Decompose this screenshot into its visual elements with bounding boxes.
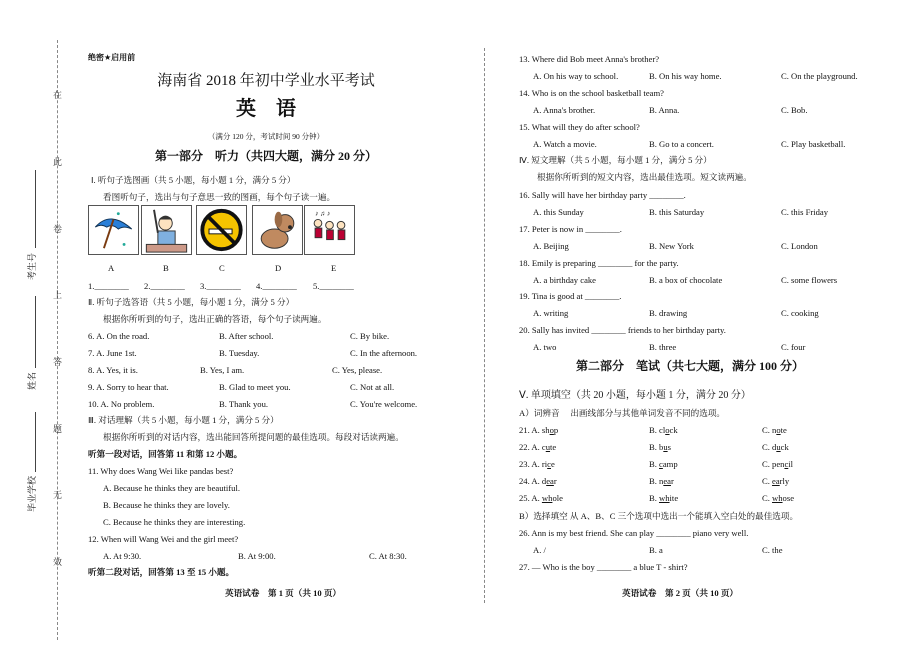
underlined-letters: u	[776, 442, 781, 452]
q14-c: C. Bob.	[781, 105, 808, 115]
q16-a: A. this Sunday	[533, 207, 584, 217]
option-prefix: 22. A.	[519, 442, 542, 452]
q10-a: 10. A. No problem.	[88, 399, 155, 409]
word-part: r	[553, 476, 557, 486]
q23-a	[519, 459, 555, 470]
section-4-title: Ⅳ. 短文理解（共 5 小题，每小题 1 分，满分 5 分）	[519, 155, 712, 165]
word-part: te	[550, 442, 557, 452]
q16: 16. Sally will have her birthday party ________.	[519, 190, 686, 200]
q17-c: C. London	[781, 241, 818, 251]
answer-blank[interactable]: 3.________	[200, 281, 241, 291]
section-1-instructions: 看图听句子，选出与句子意思一致的图画，每个句子读一遍。	[103, 192, 336, 202]
subject-title: 英 语	[236, 98, 296, 120]
word-part: il	[788, 459, 794, 469]
section-2-instructions: 根据你所听到的句子，选出正确的答语，每个句子读两遍。	[103, 314, 327, 324]
underlined-letters: u	[663, 442, 668, 452]
underlined-letters: o	[665, 425, 670, 435]
q12-b: B. At 9:00.	[238, 551, 276, 561]
option-prefix: 21. A.	[519, 425, 542, 435]
section-5b-instructions: B）选择填空 从 A、B、C 三个选项中选出一个能填入空白处的最佳选项。	[519, 511, 799, 521]
q7-c: C. In the afternoon.	[350, 348, 418, 358]
dialogue-2-note: 听第二段对话，回答第 13 至 15 小题。	[88, 567, 235, 577]
seal-char: 答	[53, 357, 63, 367]
q8-b: B. Yes, I am.	[200, 365, 245, 375]
word-part: ck	[780, 442, 789, 452]
q24-b	[649, 476, 674, 487]
q11-a: A. Because he thinks they are beautiful.	[103, 483, 240, 493]
seal-char: 在	[53, 90, 63, 100]
seal-char: 此	[53, 157, 63, 167]
option-prefix: B.	[649, 442, 660, 452]
word-part: r	[670, 476, 674, 486]
option-prefix: C.	[762, 425, 773, 435]
q17-a: A. Beijing	[533, 241, 569, 251]
q15-b: B. Go to a concert.	[649, 139, 714, 149]
underlined-letters: c	[784, 459, 789, 469]
option-prefix: B.	[649, 493, 660, 503]
seal-char: 卷	[53, 224, 63, 234]
q25-c	[762, 493, 794, 504]
q10-b: B. Thank you.	[219, 399, 269, 409]
q21-b	[649, 425, 678, 436]
word-part: c	[541, 442, 546, 452]
word-part: p	[553, 425, 559, 435]
q20-c: C. four	[781, 342, 806, 352]
q15-a: A. Watch a movie.	[533, 139, 597, 149]
no-smoking-icon	[197, 206, 246, 254]
underlined-letters: o	[549, 425, 554, 435]
answer-blank[interactable]: 4.________	[256, 281, 297, 291]
q17-b: B. New York	[649, 241, 694, 251]
q7-a: 7. A. June 1st.	[88, 348, 137, 358]
q24-c	[762, 476, 789, 487]
part1-heading: 第一部分 听力（共四大题，满分 20 分）	[154, 149, 378, 163]
q20-b: B. three	[649, 342, 677, 352]
q27: 27. — Who is the boy ________ a blue T - shirt?	[519, 562, 688, 572]
q26-c: C. the	[762, 545, 783, 555]
picture-e	[304, 205, 355, 255]
q14-a: A. Anna's brother.	[533, 105, 596, 115]
section-2-title: Ⅱ. 听句子选答语（共 5 小题，每小题 1 分，满分 5 分）	[88, 297, 295, 307]
seal-char: 题	[53, 424, 63, 434]
q13-c: C. On the playground.	[781, 71, 858, 81]
picture-c	[196, 205, 247, 255]
q16-b: B. this Saturday	[649, 207, 705, 217]
seal-char: 效	[53, 557, 63, 567]
word-part: ose	[782, 493, 795, 503]
dog-icon	[253, 206, 302, 254]
score-note: （满分 120 分，考试时间 90 分钟）	[207, 132, 325, 141]
seal-char: 无	[53, 490, 63, 500]
picture-label: E	[331, 263, 337, 273]
underlined-letters: c	[659, 459, 663, 469]
section-5a-instructions: A）词辨音 出画线部分与其他单词发音不同的选项。	[519, 408, 726, 418]
q11: 11. Why does Wang Wei like pandas best?	[88, 466, 234, 476]
q21-a	[519, 425, 558, 436]
underlined-letters: wh	[541, 493, 553, 503]
picture-label: C	[219, 263, 225, 273]
answer-blank[interactable]: 1.________	[88, 281, 129, 291]
section-3-instructions: 根据你所听到的对话内容，选出能回答所提问题的最佳选项。每段对话读两遍。	[103, 432, 404, 442]
word-part: d	[772, 442, 777, 452]
q22-c	[762, 442, 789, 453]
underlined-letters: ea	[663, 476, 671, 486]
q26-a: A. /	[533, 545, 546, 555]
q8-a: 8. A. Yes, it is.	[88, 365, 138, 375]
word-part: ri	[541, 459, 548, 469]
underlined-letters: wh	[659, 493, 670, 503]
q9-b: B. Glad to meet you.	[219, 382, 291, 392]
option-prefix: B.	[649, 476, 660, 486]
q10-c: C. You're welcome.	[350, 399, 418, 409]
option-prefix: C.	[762, 459, 773, 469]
word-part: sh	[541, 425, 550, 435]
q15-c: C. Play basketball.	[781, 139, 846, 149]
q19-b: B. drawing	[649, 308, 688, 318]
exam-title: 海南省 2018 年初中学业水平考试	[157, 73, 375, 89]
exam-number-label: 考生号	[27, 252, 37, 280]
q6-a: 6. A. On the road.	[88, 331, 150, 341]
q12: 12. When will Wang Wei and the girl meet?	[88, 534, 239, 544]
option-prefix: 23. A.	[519, 459, 542, 469]
picture-b	[141, 205, 192, 255]
q18: 18. Emily is preparing ________ for the party.	[519, 258, 679, 268]
exam-number-line[interactable]	[35, 170, 36, 248]
school-label: 毕业学校	[27, 475, 37, 512]
picture-d	[252, 205, 303, 255]
q15: 15. What will they do after school?	[519, 122, 640, 132]
seal-char: 上	[53, 290, 63, 300]
q13-b: B. On his way home.	[649, 71, 722, 81]
underlined-letters: ea	[546, 476, 554, 486]
word-part: b	[659, 442, 664, 452]
word-part: ck	[669, 425, 678, 435]
underlined-letters: u	[545, 442, 551, 452]
q23-b	[649, 459, 678, 470]
answer-blank[interactable]: 5.________	[313, 281, 354, 291]
q11-b: B. Because he thinks they are lovely.	[103, 500, 230, 510]
underlined-letters: wh	[772, 493, 783, 503]
q20: 20. Sally has invited ________ friends to her birthday party.	[519, 325, 726, 335]
picture-label: B	[163, 263, 169, 273]
q18-a: A. a birthday cake	[533, 275, 596, 285]
q26: 26. Ann is my best friend. She can play ________ piano very well.	[519, 528, 749, 538]
word-part: amp	[662, 459, 678, 469]
q13: 13. Where did Bob meet Anna's brother?	[519, 54, 660, 64]
q16-c: C. this Friday	[781, 207, 829, 217]
q12-a: A. At 9:30.	[103, 551, 142, 561]
q23-c	[762, 459, 793, 470]
q24-a	[519, 476, 557, 487]
underlined-letters: o	[776, 425, 781, 435]
option-prefix: C.	[762, 442, 773, 452]
word-part: cl	[659, 425, 666, 435]
q25-a	[519, 493, 563, 504]
dialogue-1-note: 听第一段对话，回答第 11 和第 12 小题。	[88, 449, 243, 459]
underlined-letters: ea	[772, 476, 780, 486]
option-prefix: 25. A.	[519, 493, 542, 503]
section-4-instructions: 根据你所听到的短文内容，选出最佳选项。短文读两遍。	[537, 172, 752, 182]
option-prefix: B.	[649, 425, 660, 435]
q12-c: C. At 8:30.	[369, 551, 407, 561]
seal-line	[57, 40, 58, 640]
q19: 19. Tina is good at ________.	[519, 291, 622, 301]
picture-label: A	[108, 263, 115, 273]
q8-c: C. Yes, please.	[332, 365, 383, 375]
word-part: n	[772, 425, 777, 435]
svg-text:♪ ♫ ♪: ♪ ♫ ♪	[315, 210, 331, 218]
part2-heading: 第二部分 笔试（共七大题，满分 100 分）	[575, 359, 805, 373]
girls-singing-icon	[305, 206, 354, 254]
page-footer: 英语试卷 第 1 页（共 10 页）	[224, 588, 342, 598]
option-prefix: B.	[649, 459, 660, 469]
underlined-letters: c	[547, 459, 551, 469]
answer-blank[interactable]: 2.________	[144, 281, 185, 291]
word-part: te	[780, 425, 787, 435]
section-3-title: Ⅲ. 对话理解（共 5 小题，每小题 1 分，满分 5 分）	[88, 415, 279, 425]
word-part: e	[551, 459, 555, 469]
q6-c: C. By bike.	[350, 331, 390, 341]
q17: 17. Peter is now in ________.	[519, 224, 622, 234]
word-part: n	[659, 476, 664, 486]
q19-a: A. writing	[533, 308, 569, 318]
q9-c: C. Not at all.	[350, 382, 395, 392]
q18-c: C. some flowers	[781, 275, 838, 285]
student-raising-hand-icon	[142, 206, 191, 254]
secret-label: 绝密★启用前	[88, 53, 136, 62]
word-part: ite	[669, 493, 679, 503]
q13-a: A. On his way to school.	[533, 71, 619, 81]
q6-b: B. After school.	[219, 331, 274, 341]
q25-b	[649, 493, 678, 504]
word-part: rly	[779, 476, 790, 486]
section-5-title: Ⅴ. 单项填空（共 20 小题，每小题 1 分，满分 20 分）	[519, 390, 751, 401]
umbrella-rain-icon	[89, 206, 138, 254]
picture-a	[88, 205, 139, 255]
word-part: ole	[552, 493, 563, 503]
name-label: 姓名	[27, 371, 37, 390]
q22-a	[519, 442, 556, 453]
q20-a: A. two	[533, 342, 557, 352]
q7-b: B. Tuesday.	[219, 348, 260, 358]
name-line[interactable]	[35, 296, 36, 368]
q19-c: C. cooking	[781, 308, 819, 318]
q22-b	[649, 442, 671, 453]
q14: 14. Who is on the school basketball team?	[519, 88, 664, 98]
picture-label: D	[275, 263, 282, 273]
q9-a: 9. A. Sorry to hear that.	[88, 382, 169, 392]
page-divider	[484, 48, 485, 603]
option-prefix: 24. A.	[519, 476, 542, 486]
word-part: s	[667, 442, 671, 452]
q11-c: C. Because he thinks they are interesting.	[103, 517, 246, 527]
word-part: d	[541, 476, 547, 486]
section-1-title: Ⅰ. 听句子选图画（共 5 小题，每小题 1 分，满分 5 分）	[91, 175, 296, 185]
q18-b: B. a box of chocolate	[649, 275, 723, 285]
word-part: pen	[772, 459, 785, 469]
page-footer: 英语试卷 第 2 页（共 10 页）	[621, 588, 739, 598]
option-prefix: C.	[762, 493, 773, 503]
q14-b: B. Anna.	[649, 105, 680, 115]
q26-b: B. a	[649, 545, 663, 555]
option-prefix: C.	[762, 476, 773, 486]
q21-c	[762, 425, 787, 436]
school-line[interactable]	[35, 412, 36, 472]
